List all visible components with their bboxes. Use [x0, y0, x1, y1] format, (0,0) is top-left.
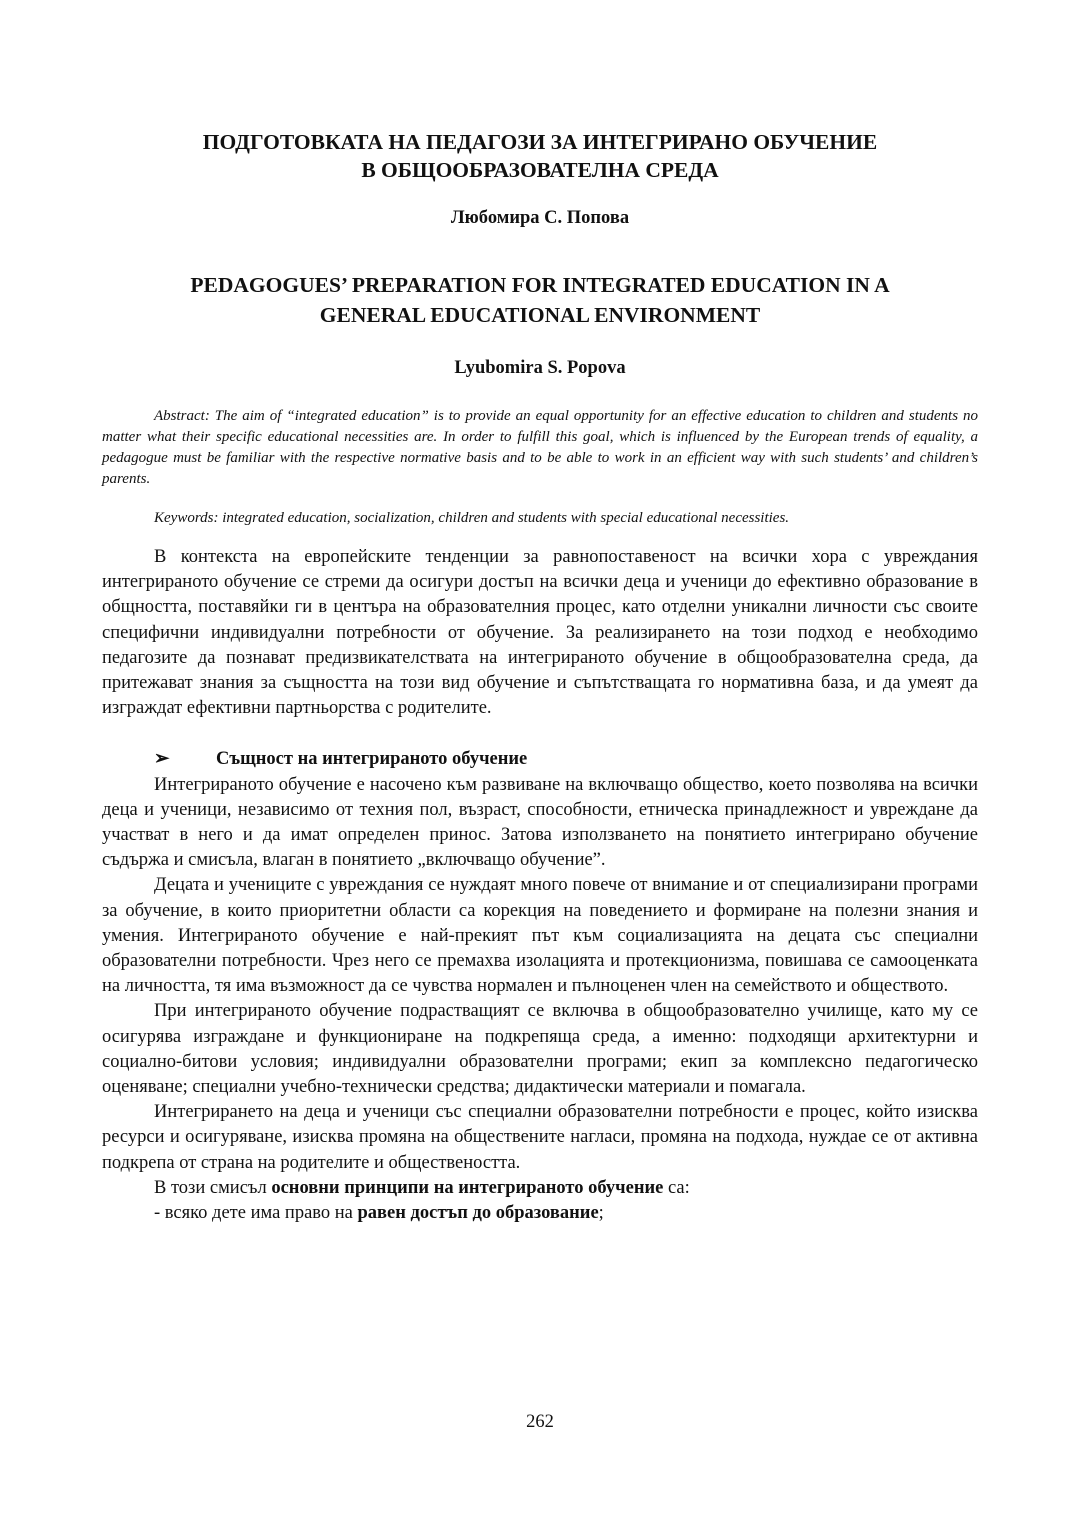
- paragraph-4: Интегрирането на деца и ученици със специални образователни потребности е процес, който изисква ресурси и осигуряване, изисква промяна на обществените нагласи, промяна на подхода, нуждае се от активна подкрепа от страна на родителите и обществеността.: [102, 1102, 978, 1173]
- abstract: Abstract: The aim of “integrated education” is to provide an equal opportunity for an effective education to children and students no matter what their specific educational necessities are. In order to fulfill this goal, which is influenced by the European trends of equality, a pedagogue must be familiar with the respective normative basis and to be able to work in an efficient way with such students’ and children’s parents.: [102, 408, 978, 487]
- paragraph-2: Децата и учениците с увреждания се нуждаят много повече от внимание и от специализирани програми за обучение, в които приоритетни области са корекция на поведението и формиране на полезни знания и умения. Интегрираното обучение е най-прекият път към социализацията на децата със специални образователни потребности. Чрез него се премахва изолацията и протекционизма, повишава се самооценката на личността, тя има възможност да се чувства нормален и пълноценен член на семейството и обществото.: [102, 875, 978, 997]
- title-english: [102, 270, 978, 330]
- title-en-line-2: GENERAL EDUCATIONAL ENVIRONMENT: [319, 303, 761, 327]
- list-item-prefix: - всяко дете има право на: [154, 1203, 358, 1224]
- principles-prefix: В този смисъл: [154, 1177, 272, 1198]
- title-bulgarian: [102, 128, 978, 184]
- author-bulgarian: Любомира С. Попова: [450, 208, 630, 228]
- list-item-bold: равен достъп до образование: [357, 1203, 599, 1224]
- title-en-line-1: PEDAGOGUES’ PREPARATION FOR INTEGRATED EDUCATION IN A: [190, 273, 890, 297]
- list-item: [102, 1201, 978, 1226]
- principles-suffix: са:: [663, 1177, 690, 1198]
- principles-line: [102, 1176, 978, 1201]
- title-bg-line-1: ПОДГОТОВКАТА НА ПЕДАГОЗИ ЗА ИНТЕГРИРАНО ОБУЧЕНИЕ: [202, 130, 878, 154]
- author-english: Lyubomira S. Popova: [454, 358, 626, 378]
- list-item-suffix: ;: [598, 1203, 604, 1224]
- section-heading: [102, 747, 978, 772]
- paragraph-3: При интегрираното обучение подрастващият се включва в общообразователно училище, като му се осигурява изграждане и функциониране на подкрепяща среда, а именно: подходящи архитектурни и социално-битови условия; индивидуални образователни програми; екип за комплексно педагогическо оценяване; специални учебно-технически средства; дидактически материали и помагала.: [102, 1001, 978, 1098]
- keywords: Keywords: integrated education, socialization, children and students with special educational necessities.: [154, 510, 790, 526]
- principles-bold: основни принципи на интегрираното обучение: [271, 1177, 664, 1198]
- paragraph-1: Интегрираното обучение е насочено към развиване на включващо общество, което позволява на всички деца и ученици, независимо от техния пол, възраст, способности, етническа принадлежност и увреждане да участват в него и да имат определен принос. Затова използването на понятието интегрирано обучение съдържа и смисъла, влаган в понятието „включващо обучение”.: [102, 774, 978, 871]
- section-heading-text: Същност на интегрираното обучение: [216, 749, 528, 770]
- title-bg-line-2: В ОБЩООБРАЗОВАТЕЛНА СРЕДА: [361, 158, 719, 182]
- arrow-bullet-icon: ➢: [154, 749, 170, 770]
- page-number: 262: [526, 1412, 554, 1432]
- page-content: [102, 128, 978, 1226]
- intro-paragraph: В контекста на европейските тенденции за равнопоставеност на всички хора с увреждания интегрираното обучение се стреми да осигури достъп на всички деца и ученици до ефективно образование в общността, поставяйки ги в центъра на образователния процес, като отделни уникални личности със своите специфични индивидуални потребности от обучение. За реализирането на този подход е необходимо педагозите да познават предизвикателствата на интегрираното обучение в общообразователна среда, да притежават знания за същността на този вид обучение и съпътстващата го нормативна база, и да умеят да изграждат ефективни партньорства с родителите.: [102, 547, 978, 719]
